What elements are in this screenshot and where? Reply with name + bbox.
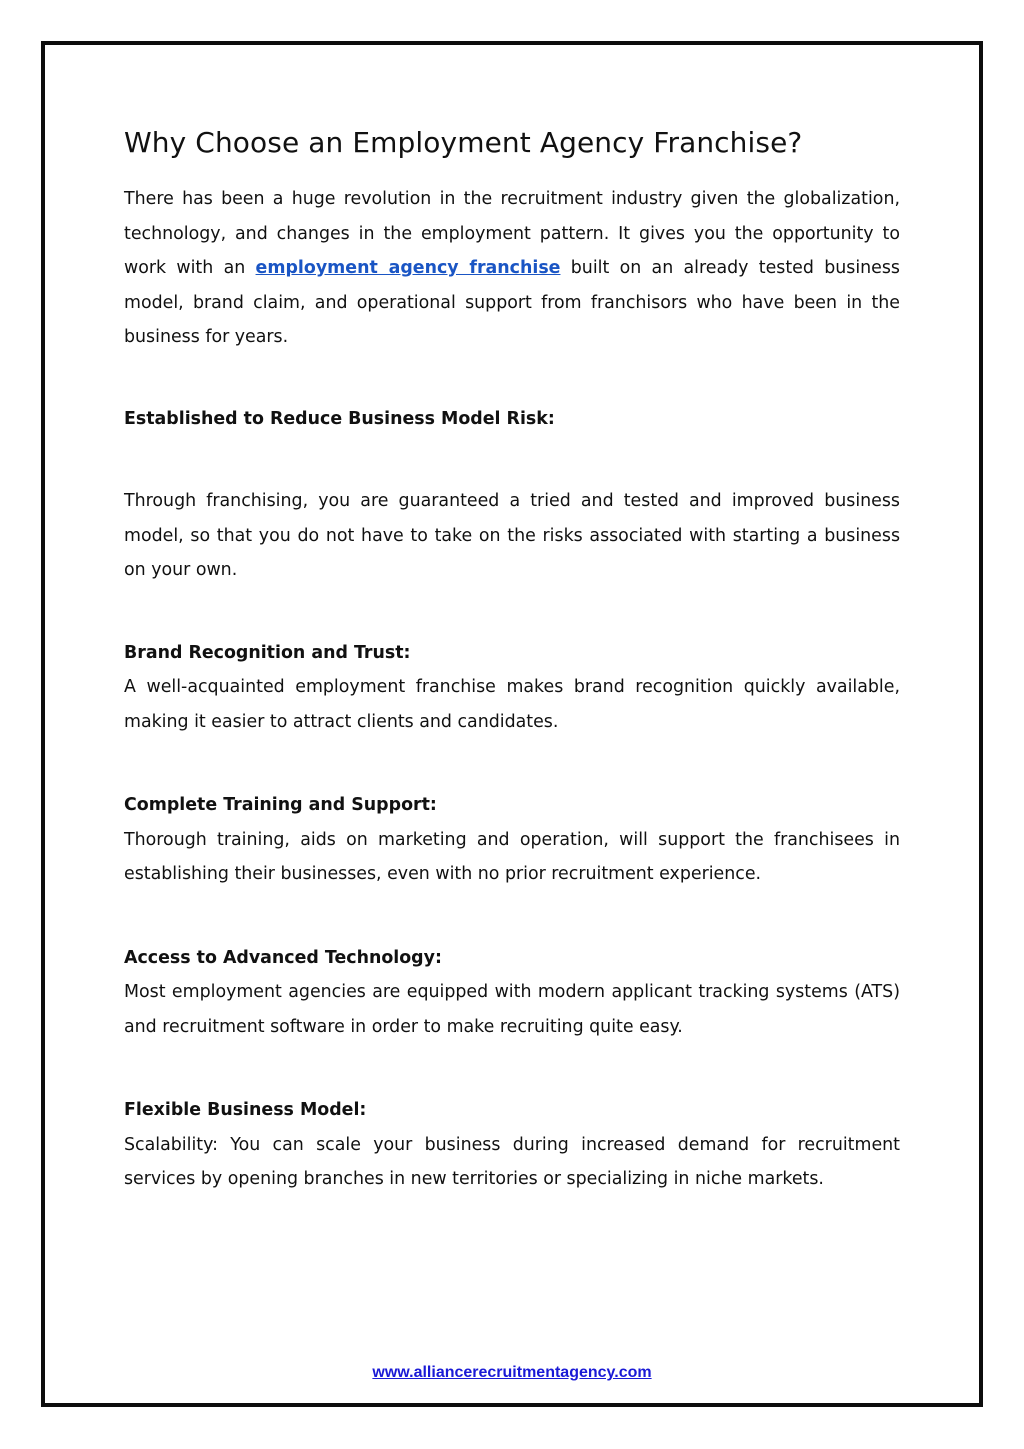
intro-text-before-link: There has been a huge revolution in the recruitment industry given the globalization, technology, and changes in the employment pattern. It gives you the opportunity to work with an	[124, 189, 900, 278]
section-body: A well-acquainted employment franchise makes brand recognition quickly available, making it easier to attract clients and candidates.	[124, 677, 900, 732]
spacer	[124, 588, 900, 636]
section-body: Through franchising, you are guaranteed a tried and tested and improved business model, so that you do not have to take on the risks associated with starting a business on your own.	[124, 491, 900, 580]
intro-text-after-link: built on an already tested business model, brand claim, and operational support from franchisors who have been in the business for years.	[124, 258, 900, 347]
section-heading: Flexible Business Model:	[124, 1100, 367, 1120]
document-title: Why Choose an Employment Agency Franchise?	[124, 126, 803, 159]
spacer	[124, 436, 900, 484]
section-body: Scalability: You can scale your business during increased demand for recruitment services by opening branches in new territories or specializing in niche markets.	[124, 1134, 900, 1189]
section-heading: Access to Advanced Technology:	[124, 947, 442, 968]
section-body: Thorough training, aids on marketing and operation, will support the franchisees in establishing their businesses, even with no prior recruitment experience.	[124, 829, 900, 884]
spacer	[124, 892, 900, 941]
footer-website-link[interactable]: www.alliancerecruitmentagency.com	[372, 1364, 652, 1381]
spacer	[124, 355, 900, 402]
section-advanced-technology	[124, 941, 900, 1045]
section-heading: Brand Recognition and Trust:	[124, 642, 411, 663]
section-brand-recognition	[124, 636, 900, 740]
section-flexible-business-model	[124, 1093, 900, 1197]
section-heading: Established to Reduce Business Model Risk:	[124, 408, 555, 429]
spacer	[124, 739, 900, 788]
section-business-model-risk	[124, 402, 900, 588]
employment-agency-franchise-link[interactable]: employment agency franchise	[255, 258, 561, 278]
document-content	[124, 118, 900, 1197]
section-heading: Complete Training and Support:	[124, 795, 437, 815]
intro-paragraph	[124, 182, 900, 355]
section-training-support	[124, 788, 900, 892]
section-body: Most employment agencies are equipped with modern applicant tracking systems (ATS) and recruitment software in order to make recruiting quite easy.	[124, 982, 900, 1037]
spacer	[124, 1044, 900, 1093]
